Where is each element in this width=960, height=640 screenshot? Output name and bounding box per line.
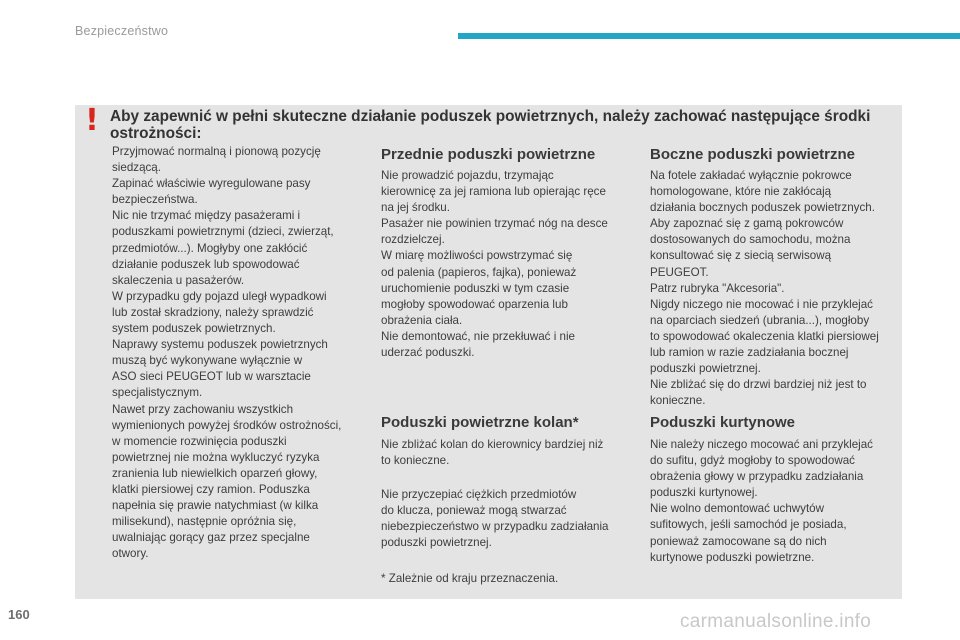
warning-title: Aby zapewnić w pełni skuteczne działanie poduszek powietrznych, należy zachować następujące środki ostrożności:: [110, 108, 871, 142]
curtain-airbags-text: Nie należy niczego mocować ani przyklejać do sufitu, gdyż mogłoby to spowodować obrażenia głowy w przypadku zadziałania poduszki kurtynowej. Nie wolno demontować uchwytów sufitowych, jeśli samochód je posiada, ponieważ zamocowane są do nich kurtynowe poduszki powietrzne.: [650, 438, 873, 564]
side-airbags-heading: Boczne poduszki powietrzne: [650, 146, 856, 163]
left-column-text: Przyjmować normalną i pionową pozycję siedzącą. Zapinać właściwie wyregulowane pasy bezpieczeństwa. Nic nie trzymać między pasażerami i poduszkami powietrznymi (dzieci, zwierząt, przedmiotów...). Mogłyby one zakłócić działanie poduszek lub spowodować skaleczenia u pasażerów. W przypadku gdy pojazd uległ wypadkowi lub został skradziony, należy sprawdzić system poduszek powietrznych. Naprawy systemu poduszek powietrznych muszą być wykonywane wyłącznie w ASO sieci PEUGEOT lub w warsztacie specjalistycznym. Nawet przy zachowaniu wszystkich wymienionych powyżej środków ostrożności, w momencie rozwinięcia poduszki powietrznej nie można wykluczyć ryzyka zranienia lub niewielkich oparzeń głowy, klatki piersiowej czy ramion. Poduszka napełnia się prawie natychmiast (w kilka milisekund), następnie opróżnia się, uwalniając gorący gaz przez specjalne otwory.: [112, 145, 342, 561]
page-number: 160: [8, 607, 30, 622]
side-airbags-text: Na fotele zakładać wyłącznie pokrowce homologowane, które nie zakłócają działania bocznych poduszek powietrznych. Aby zapoznać się z gamą pokrowców dostosowanych do samochodu, można konsultować się z siecią serwisową PEUGEOT. Patrz rubryka "Akcesoria". Nigdy niczego nie mocować i nie przyklejać na oparciach siedzeń (ubrania...), mogłoby to spowodować okaleczenia klatki piersiowej lub ramion w razie zadziałania bocznej poduszki powietrznej. Nie zbliżać się do drzwi bardziej niż jest to konieczne.: [650, 169, 879, 408]
curtain-airbags-heading: Poduszki kurtynowe: [650, 414, 796, 431]
front-airbags-text: Nie prowadzić pojazdu, trzymając kierownicę za jej ramiona lub opierając ręce na jej środku. Pasażer nie powinien trzymać nóg na desce rozdzielczej. W miarę możliwości powstrzymać się od palenia (papieros, fajka), ponieważ uruchomienie poduszki w tym czasie mogłoby spowodować oparzenia lub obrażenia ciała. Nie demontować, nie przekłuwać i nie uderzać poduszki.: [381, 169, 608, 360]
watermark: carmanualsonline.info: [680, 611, 872, 632]
exclamation-icon: !: [85, 103, 99, 138]
front-airbags-heading: Przednie poduszki powietrzne: [381, 146, 596, 163]
footnote: * Zależnie od kraju przeznaczenia.: [381, 572, 559, 585]
knee-airbags-heading: Poduszki powietrzne kolan*: [381, 414, 579, 431]
section-title: Bezpieczeństwo: [75, 24, 169, 38]
knee-airbags-text-1: Nie zbliżać kolan do kierownicy bardziej niż to konieczne.: [381, 438, 604, 468]
knee-airbags-text-2: Nie przyczepiać ciężkich przedmiotów do klucza, ponieważ mogą stwarzać niebezpieczeństwo w przypadku zadziałania poduszki powietrznej.: [381, 488, 609, 550]
header-accent-bar: [458, 33, 960, 39]
